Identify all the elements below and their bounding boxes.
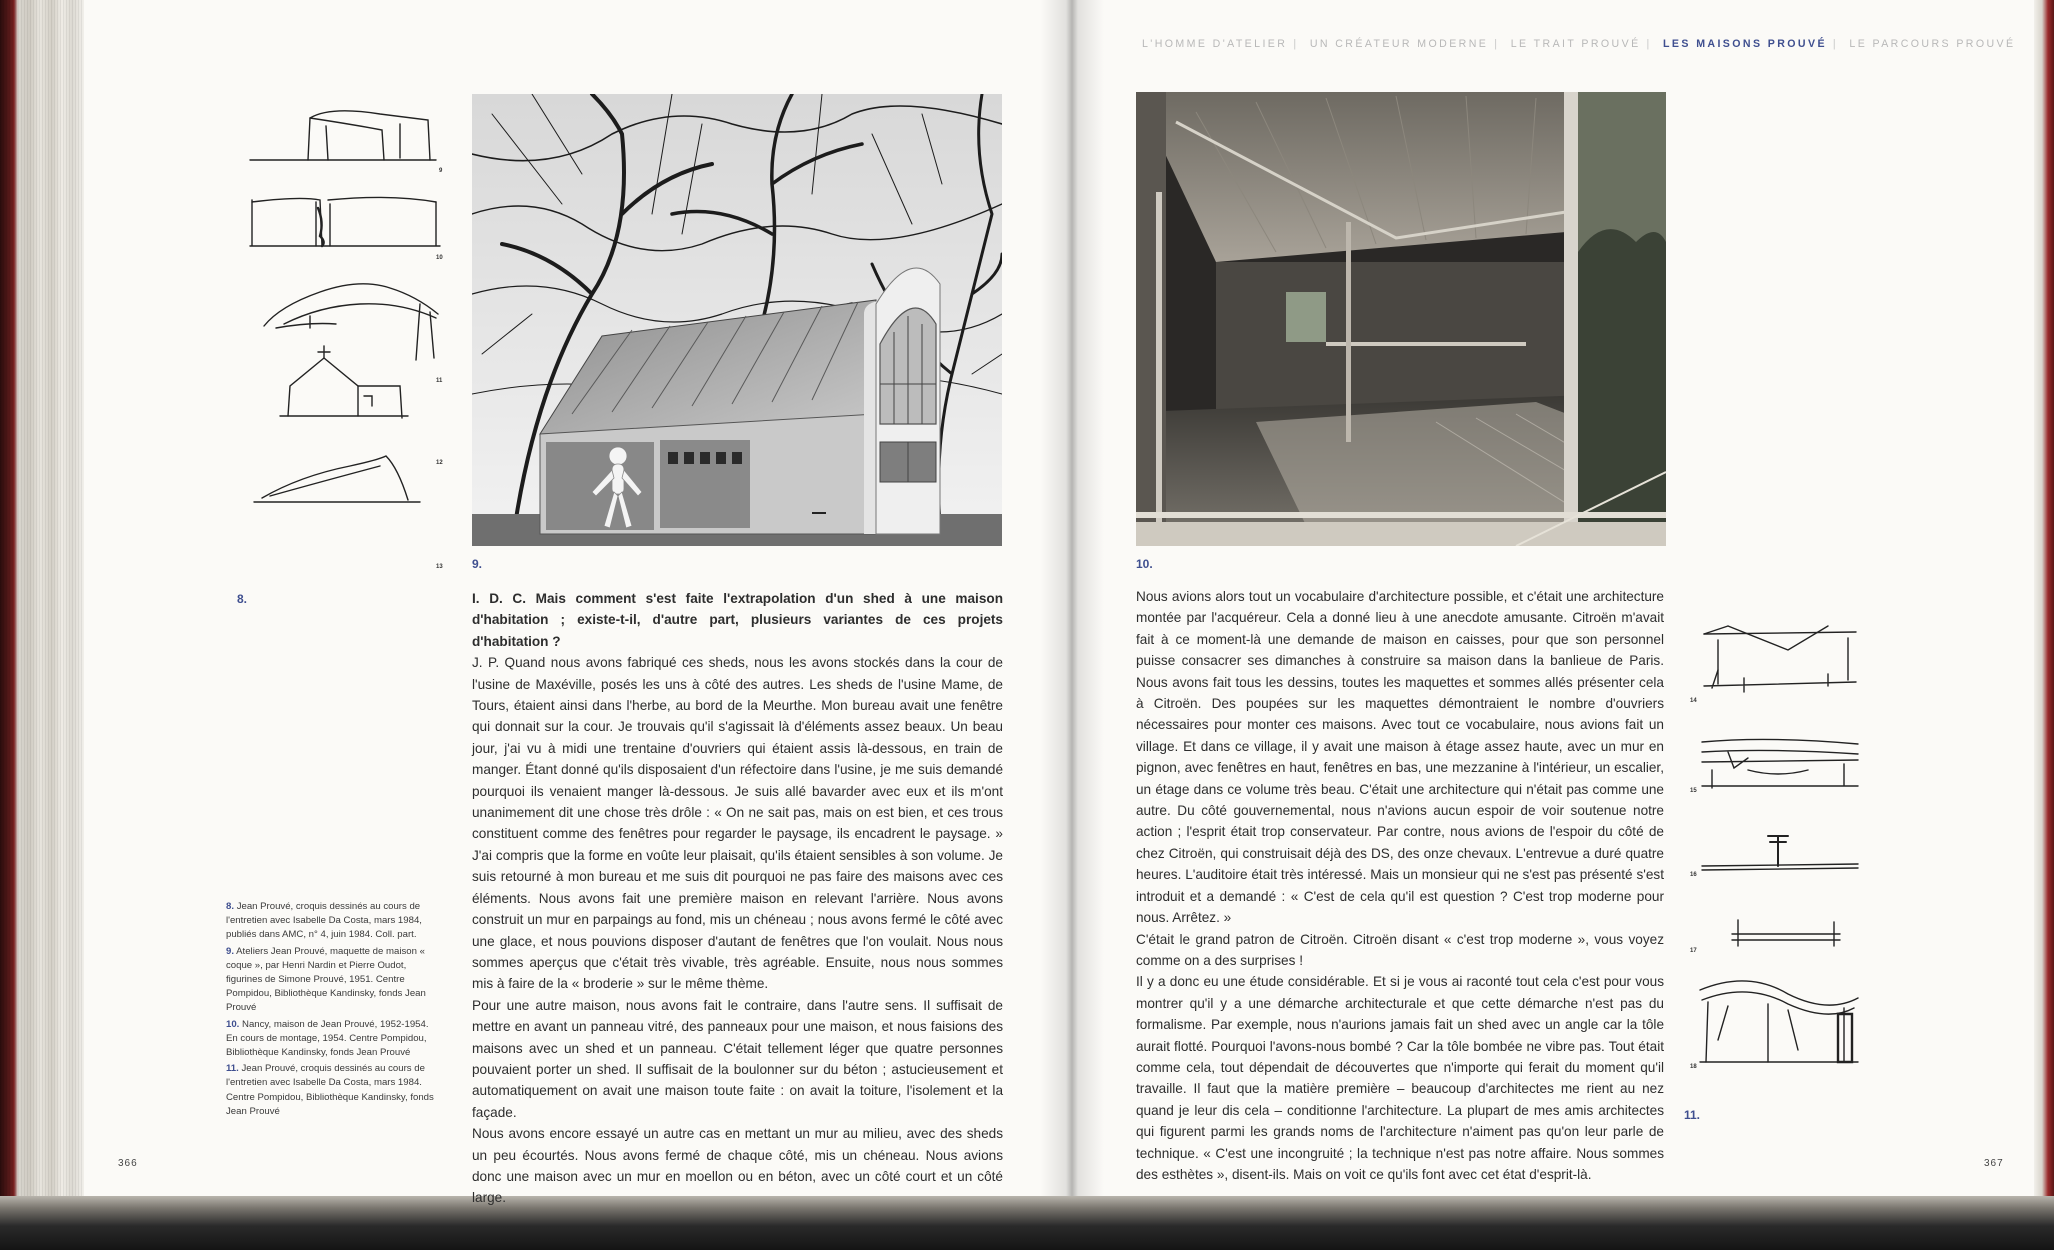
sketch-number: 15	[1690, 788, 1697, 794]
interview-question: I. D. C. Mais comment s'est faite l'extrapolation d'un shed à une maison d'habitation ; existe-t-il, d'autre part, plusieurs variantes de ces projets d'habitation ?	[472, 591, 1003, 649]
caption-10: 10. Nancy, maison de Jean Prouvé, 1952-1954. En cours de montage, 1954. Centre Pompidou, Bibliothèque Kandinsky, fonds Jean Prouvé	[226, 1018, 429, 1059]
figure-8-label: 8.	[237, 592, 248, 606]
sketch-number: 18	[1690, 1064, 1697, 1070]
sketch-number: 12	[436, 460, 443, 466]
paragraph: C'était le grand patron de Citroën. Citroën disant « c'est trop moderne », vous voyez comme on a des surprises !	[1136, 931, 1664, 968]
header-item: LE TRAIT PROUVÉ	[1510, 38, 1641, 50]
figure-9-label: 9.	[472, 557, 483, 571]
sketch-number: 13	[436, 564, 443, 570]
paragraph: Il y a donc eu une étude considérable. Et si je vous ai raconté tout cela c'est pour vous montrer qu'il y a une démarche architecturale et que cette démarche n'est pas du formalisme. Par exemple, nous n'aurions jamais fait un shed avec un angle car la tôle aurait flotté. Pourquoi l'avons-nous bombé ? Car la tôle bombée ne vibre pas. Tout était comme cela, tout dépendait de découvertes que n'importe qui ferait du moment qu'il travaille. Il faut que la matière première – beaucoup d'architectes me rient au nez quand je leur dis cela – conditionne l'architecture. La plupart de mes amis architectes qui figurent parmi les grands noms de l'architecture n'aiment pas qu'on leur parle de technique. « C'est une incongruité ; la technique n'est pas notre affaire. Nous sommes des esthètes », disent-ils. Mais on voit ce qu'ils font avec cet état d'esprit-là.	[1136, 974, 1664, 1182]
photo-fig9-house-model	[472, 94, 1002, 546]
sketch-number: 16	[1690, 872, 1697, 878]
sketch-number: 10	[436, 255, 443, 261]
figure-10-label: 10.	[1136, 557, 1153, 571]
header-item-active: LES MAISONS PROUVÉ	[1663, 38, 1827, 50]
paragraph: Pour une autre maison, nous avons fait le contraire, dans l'autre sens. Il suffisait de mettre en avant un panneau vitré, des panneaux pour une maison, et nous faisions des maisons avec un shed et un panneau. C'était tellement léger que quatre personnes pouvaient porter un shed. Il suffisait de la boulonner sur du béton ; astucieusement et automatiquement on avait une maison toute faite : on avait la toiture, l'isolement et la façade.	[472, 997, 1003, 1120]
photo-fig10-house-construction	[1136, 92, 1666, 546]
caption-9: 9. Ateliers Jean Prouvé, maquette de maison « coque », par Henri Nardin et Pierre Oudot, figurines de Simone Prouvé, 1951. Centre Pompidou, Bibliothèque Kandinsky, fonds Jean Prouvé	[226, 945, 426, 1014]
running-header: L'HOMME D'ATELIER | UN CRÉATEUR MODERNE | LE TRAIT PROUVÉ | LES MAISONS PROUVÉ | LE PARCOURS PROUVÉ	[1142, 38, 2016, 50]
caption-8: 8. Jean Prouvé, croquis dessinés au cours de l'entretien avec Isabelle Da Costa, mars 1984, publiés dans AMC, n° 4, juin 1984. Coll. part.	[226, 901, 422, 941]
sketch-number: 14	[1690, 698, 1697, 704]
book-right-edge	[2034, 0, 2054, 1204]
header-item: UN CRÉATEUR MODERNE	[1309, 38, 1489, 50]
right-body-text	[1136, 586, 1664, 1185]
caption-11: 11. Jean Prouvé, croquis dessinés au cours de l'entretien avec Isabelle Da Costa, mars 1984. Centre Pompidou, Bibliothèque Kandinsky, fonds Jean Prouvé	[226, 1063, 434, 1117]
paragraph: Nous avons encore essayé un autre cas en mettant un mur au milieu, avec des sheds un peu écourtés. Nous avons fermé de chaque côté, mis un chéneau. Nous avions donc une maison avec un mur en moellon ou en béton, avec un côté court et un côté large.	[472, 1126, 1003, 1206]
sketch-number: 11	[436, 378, 443, 384]
sketches-fig11	[1688, 610, 1868, 1080]
paragraph: J. P. Quand nous avons fabriqué ces sheds, nous les avons stockés dans la cour de l'usine de Maxéville, posés les uns à côté des autres. Les sheds de l'usine Mame, de Tours, étaient ainsi dans l'herbe, au bord de la Meurthe. Mon bureau avait une fenêtre qui donnait sur la cour. Je trouvais qu'il s'agissait là d'éléments assez beaux. Un beau jour, j'ai vu à midi une trentaine d'ouvriers qui étaient assis là-dessous, en train de manger. Étant donné qu'ils disposaient d'un réfectoire dans l'usine, je me suis demandé pourquoi ils venaient manger là-dessous. Je suis allé bavarder avec eux et ils m'ont unanimement dit une chose très drôle : « On ne sait pas, mais on est bien, et ces trous constituent comme des fenêtres pour regarder le paysage, ils encadrent le paysage. » J'ai compris que la forme en voûte leur plaisait, qu'ils étaient sensibles à son volume. Je suis retourné à mon bureau et me suis dit pourquoi ne pas faire des maisons avec ces éléments. Nous avons fait une première maison en relevant l'arrière. Nous avons construit un mur en parpaings au fond, mis un chéneau ; nous avons fermé le côté avec une glace, et nous pouvions disposer d'autant de fenêtres que l'on voulait. Nous nous sommes aperçus que c'était très vivable, très agréable. Ensuite, nous nous sommes mis à faire de la « broderie » sur le même thème.	[472, 655, 1003, 992]
paragraph: Nous avions alors tout un vocabulaire d'architecture possible, et c'était une architecture montée par l'acquéreur. Cela a donné lieu à une anecdote amusante. Citroën m'avait fait à ce moment-là une demande de maison en caisses, pour que son personnel puisse consacrer ses dimanches à construire sa maison dans la banlieue de Paris. Nous avons fait tous les dessins, toutes les maquettes et sommes allés présenter cela à Citroën. Des poupées sur les maquettes démontraient le nombre d'ouvriers nécessaires pour monter ces maisons. Avec tout ce vocabulaire, nous avions fait un village. Et dans ce village, il y avait une maison à étage assez haute, avec un mur en pignon, avec fenêtres en haut, fenêtres en bas, une mezzanine à l'intérieur, un escalier, un étage dans ce volume très beau. C'était une architecture qui n'était pas comme une autre. Du côté gouvernemental, nous n'avions aucun espoir de voir soutenue notre action ; l'esprit était trop conservateur. Par contre, nous avions de l'espoir du côté de chez Citroën, qui construisait déjà des DS, des onze chevaux. L'entrevue a duré quatre heures. L'auditoire était très intéressé. Mais un monsieur qui ne s'est pas présenté s'est introduit et a demandé : « C'est de cela qu'il est question ? C'est trop moderne pour nous. Arrêtez. »	[1136, 589, 1664, 926]
left-body-text	[472, 588, 1003, 1209]
header-item: LE PARCOURS PROUVÉ	[1849, 38, 2016, 50]
sketch-number: 17	[1690, 948, 1697, 954]
sketches-fig8	[240, 96, 450, 576]
sketch-number: 9	[439, 168, 443, 174]
page-number-left: 366	[118, 1158, 138, 1169]
figure-captions	[226, 900, 436, 1121]
header-item: L'HOMME D'ATELIER	[1142, 38, 1288, 50]
page-number-right: 367	[1984, 1158, 2004, 1169]
figure-11-label: 11.	[1684, 1108, 1701, 1122]
book-bottom-edge	[0, 1196, 2054, 1250]
book-left-edge	[0, 0, 84, 1204]
